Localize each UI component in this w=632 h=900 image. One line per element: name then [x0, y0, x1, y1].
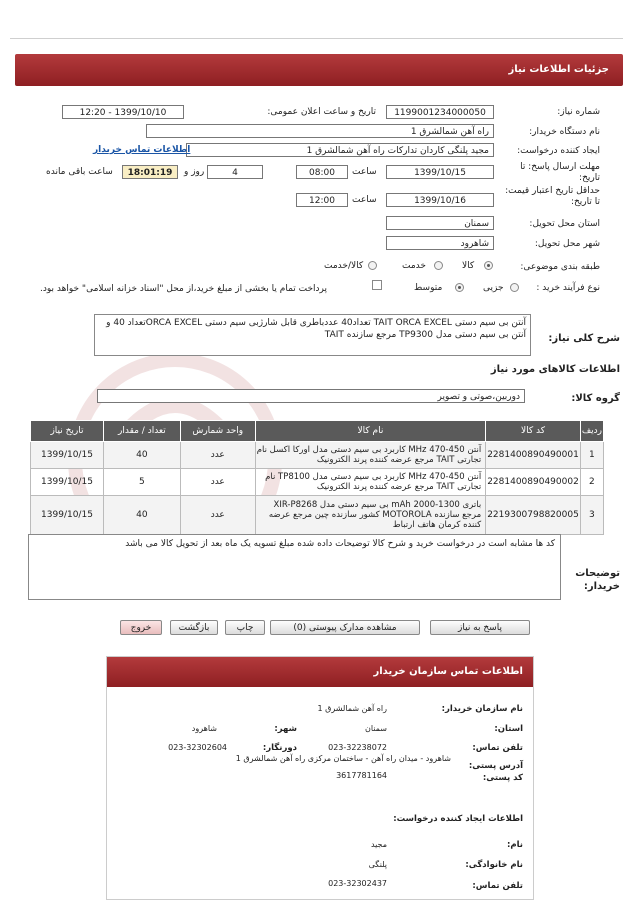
deadline-label: مهلت ارسال پاسخ: تا تاریخ: — [520, 162, 600, 183]
contact-address-value: شاهرود - میدان راه آهن - ساختمان مرکزی راه آهن شمالشرق 1 — [235, 754, 451, 763]
cell-name: باتری mAh 2000-1300 بی سیم دستی مدل XIR-P8268 مرجع سازنده MOTOROLA کشور سازنده چین مرجع عرضه کننده کرمان هاتف ارتباط — [255, 496, 486, 535]
attachments-button[interactable]: مشاهده مدارک پیوستی (0) — [270, 620, 420, 635]
creator-phone-value: 023-32302437 — [328, 879, 387, 888]
cell-name: آنتن MHz 470-450 کاربرد بی سیم دستی مدل TP8100 نام تجارتی TAIT مرجع عرضه کننده پرند الکترونیک — [255, 469, 486, 496]
col-header-qty: تعداد / مقدار — [103, 421, 180, 442]
contact-city-label: شهر: — [274, 724, 297, 734]
col-header-index: ردیف — [580, 421, 603, 442]
buyer-notes-text: کد ها مشابه است در درخواست خرید و شرح کالا توضیحات داده شده مبلغ تسویه یک ماه بعد از تحویل کالا می باشد — [28, 534, 561, 600]
province-label: استان محل تحویل: — [529, 219, 600, 229]
category-option-goods-service: کالا/خدمت — [324, 261, 364, 271]
creator-last-name-value: پلنگی — [368, 860, 387, 869]
summary-label: شرح کلی نیاز: — [548, 333, 620, 344]
treasury-checkbox[interactable] — [372, 280, 382, 290]
contact-province-label: استان: — [494, 724, 523, 734]
creator-section-title: اطلاعات ایجاد کننده درخواست: — [393, 814, 523, 824]
goods-group-label: گروه کالا: — [571, 393, 620, 404]
city-field: شاهرود — [386, 236, 494, 250]
days-field: 4 — [207, 165, 263, 179]
cell-index: 2 — [580, 469, 603, 496]
category-option-goods: کالا — [462, 261, 475, 271]
print-button[interactable]: چاپ — [225, 620, 265, 635]
creator-label: ایجاد کننده درخواست: — [517, 146, 600, 156]
goods-group-field: دوربین،صوتی و تصویر — [97, 389, 525, 403]
creator-phone-label: تلفن تماس: — [472, 881, 523, 891]
creator-first-name-value: مجید — [370, 840, 387, 849]
page-header — [15, 54, 623, 86]
cell-index: 3 — [580, 496, 603, 535]
process-option-minor: جزیی — [483, 283, 504, 293]
table-row — [31, 469, 604, 496]
process-radio-medium[interactable] — [455, 283, 464, 292]
col-header-name: نام کالا — [255, 421, 486, 442]
need-number-label: شماره نیاز: — [557, 107, 600, 117]
col-header-date: تاریخ نیاز — [31, 421, 104, 442]
contact-city-value: شاهرود — [191, 724, 217, 733]
summary-text: آنتن بی سیم دستی TAIT ORCA EXCEL تعداد40 عددباطری قابل شارژبی سیم دستی ORCA EXCELتعداد 40 و آنتن بی سیم دستی مدل TP9300 مرجع سازنده TAIT — [94, 314, 531, 356]
creator-field: مجید پلنگی کاردان تدارکات راه آهن شمالشرق 1 — [186, 143, 494, 157]
contact-panel — [106, 656, 534, 900]
goods-table-header — [31, 421, 604, 442]
table-row — [31, 442, 604, 469]
price-validity-time-label: ساعت — [352, 195, 377, 205]
contact-phone-label: تلفن تماس: — [472, 743, 523, 753]
cell-unit: عدد — [180, 469, 255, 496]
remaining-label: ساعت باقی مانده — [46, 167, 113, 177]
city-label: شهر محل تحویل: — [534, 239, 600, 249]
cell-unit: عدد — [180, 496, 255, 535]
buyer-org-label: نام دستگاه خریدار: — [529, 127, 600, 137]
contact-fax-label: دورنگار: — [262, 743, 297, 753]
contact-org-label: نام سازمان خریدار: — [441, 704, 523, 714]
process-radio-minor[interactable] — [510, 283, 519, 292]
col-header-code: کد کالا — [486, 421, 581, 442]
cell-code: 2281400890490001 — [486, 442, 581, 469]
buyer-notes-label: توضیحات خریدار: — [575, 568, 620, 592]
announce-label: تاریخ و ساعت اعلان عمومی: — [267, 107, 376, 117]
announce-field: 1399/10/10 - 12:20 — [62, 105, 184, 119]
buyer-contact-link[interactable]: اطلاعات تماس خریدار — [93, 145, 191, 155]
contact-address-label: آدرس پستی: — [468, 761, 523, 771]
goods-table — [30, 420, 604, 535]
contact-postal-value: 3617781164 — [336, 771, 387, 780]
cell-date: 1399/10/15 — [31, 442, 104, 469]
buyer-org-field: راه آهن شمالشرق 1 — [146, 124, 494, 138]
cell-qty: 5 — [103, 469, 180, 496]
process-label: نوع فرآیند خرید : — [536, 283, 600, 293]
remaining-time-field: 18:01:19 — [122, 165, 178, 179]
cell-unit: عدد — [180, 442, 255, 469]
price-validity-time-field: 12:00 — [296, 193, 348, 207]
page-title: جزئیات اطلاعات نیاز — [508, 64, 609, 75]
category-label: طبقه بندی موضوعی: — [520, 262, 600, 272]
cell-code: 2219300798820005 — [486, 496, 581, 535]
deadline-date-field: 1399/10/15 — [386, 165, 494, 179]
process-option-medium: متوسط — [414, 283, 443, 293]
price-validity-label: حداقل تاریخ اعتبار قیمت: تا تاریخ: — [505, 186, 600, 207]
category-radio-service[interactable] — [434, 261, 443, 270]
cell-qty: 40 — [103, 442, 180, 469]
price-validity-date-field: 1399/10/16 — [386, 193, 494, 207]
need-number-field: 1199001234000050 — [386, 105, 494, 119]
cell-qty: 40 — [103, 496, 180, 535]
cell-index: 1 — [580, 442, 603, 469]
days-label: روز و — [184, 167, 205, 177]
province-field: سمنان — [386, 216, 494, 230]
contact-fax-value: 023-32302604 — [168, 743, 227, 752]
goods-section-title: اطلاعات کالاهای مورد نیاز — [490, 364, 620, 375]
table-row — [31, 496, 604, 535]
category-radio-goods[interactable] — [484, 261, 493, 270]
cell-code: 2281400890490002 — [486, 469, 581, 496]
deadline-time-field: 08:00 — [296, 165, 348, 179]
category-radio-goods-service[interactable] — [368, 261, 377, 270]
cell-date: 1399/10/15 — [31, 496, 104, 535]
cell-date: 1399/10/15 — [31, 469, 104, 496]
contact-header — [107, 657, 533, 687]
cell-name: آنتن MHz 470-450 کاربرد بی سیم دستی مدل اورکا اکسل نام تجارتی TAIT مرجع عرضه کننده پرند الکترونیک — [255, 442, 486, 469]
deadline-time-label: ساعت — [352, 167, 377, 177]
back-button[interactable]: بازگشت — [170, 620, 218, 635]
contact-postal-label: کد پستی: — [482, 773, 523, 783]
contact-phone-value: 023-32238072 — [328, 743, 387, 752]
category-option-service: خدمت — [402, 261, 426, 271]
creator-first-name-label: نام: — [506, 840, 523, 850]
contact-org-value: راه آهن شمالشرق 1 — [317, 704, 387, 713]
reply-button[interactable]: پاسخ به نیاز — [430, 620, 530, 635]
contact-province-value: سمنان — [364, 724, 387, 733]
exit-button[interactable]: خروج — [120, 620, 162, 635]
col-header-unit: واحد شمارش — [180, 421, 255, 442]
contact-title: اطلاعات تماس سازمان خریدار — [373, 666, 523, 677]
creator-last-name-label: نام خانوادگی: — [465, 860, 523, 870]
payment-note: پرداخت تمام یا بخشی از مبلغ خرید،از محل "اسناد خزانه اسلامی" خواهد بود. — [40, 284, 328, 294]
